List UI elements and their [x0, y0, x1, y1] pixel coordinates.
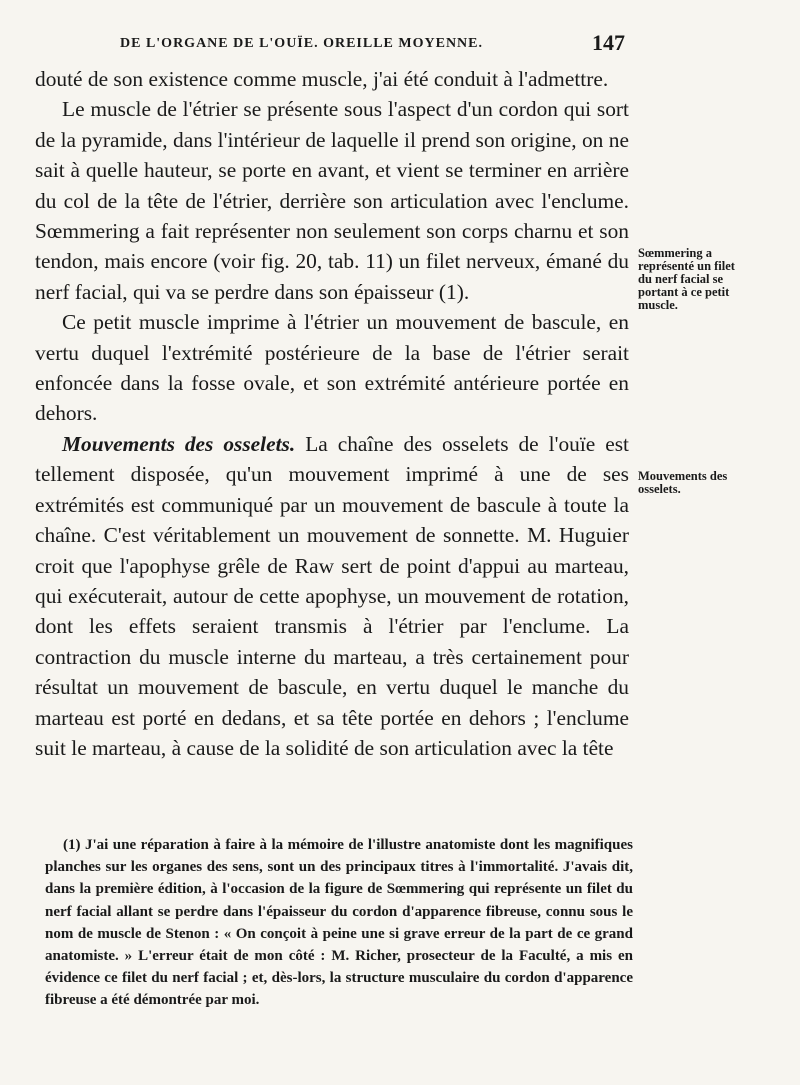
running-title: DE L'ORGANE DE L'OUÏE. OREILLE MOYENNE.: [120, 36, 483, 51]
margin-note-mouvements: Mouvements des osselets.: [638, 469, 728, 496]
section-heading-mouvements: Mouvements des osselets.: [62, 431, 296, 456]
footnote-text: (1) J'ai une réparation à faire à la mémoire de l'illustre anatomiste dont les magnifiques planches sur les organes des sens, sont un des principaux titres à l'immortalité. J'avais dit, dans la première édition, à l'occasion de la figure de Sœmmering qui représente un filet du nerf facial allant se perdre dans l'épaisseur du cordon d'apparence fibreuse, connu sous le nom de muscle de Stenon : « On conçoit à peine une si grave erreur de la part de ce grand anatomiste. » L'erreur était de mon côté : M. Richer, prosecteur de la Faculté, a mis en évidence ce filet du nerf facial ; et, dès-lors, la structure musculaire du cordon d'apparence fibreuse a été démontrée par moi.: [45, 837, 633, 1009]
paragraph-4-text: La chaîne des osselets de l'ouïe est tellement disposée, qu'un mouvement imprimé à une de ses extrémités est communiqué par un mouvement de bascule à toute la chaîne. C'est véritablement un mouvement de sonnette. M. Huguier croit que l'apophyse grêle de Raw sert de point d'appui au marteau, qui exécuterait, autour de cette apophyse, un mouvement de rotation, dont les effets seraient transmis à l'étrier par l'enclume. La contraction du muscle interne du marteau, a très certainement pour résultat un mouvement de bascule, en vertu duquel le manche du marteau est porté en dedans, et sa tête portée en dehors ; l'enclume suit le marteau, à cause de la solidité de son articulation avec la tête: [35, 431, 629, 760]
footnote: [45, 834, 633, 1012]
page-number: 147: [592, 30, 625, 55]
running-header: [120, 30, 625, 56]
paragraph-4: [35, 429, 629, 763]
main-text: [35, 64, 629, 763]
margin-note-soemmering: Sœmmering a représenté un filet du nerf facial se portant à ce petit muscle.: [638, 246, 735, 312]
paragraph-3: Ce petit muscle imprime à l'étrier un mouvement de bascule, en vertu duquel l'extrémité postérieure de la base de l'étrier serait enfoncée dans la fosse ovale, et son extrémité antérieure portée en dehors.: [35, 310, 629, 426]
paragraph-1: douté de son existence comme muscle, j'ai été conduit à l'admettre.: [35, 67, 609, 91]
paragraph-2: Le muscle de l'étrier se présente sous l'aspect d'un cordon qui sort de la pyramide, dans l'intérieur de laquelle il prend son origine, on ne sait à quelle hauteur, se porte en avant, et vient se terminer en arrière du col de la tête de l'étrier, derrière son articulation avec l'enclume. Sœmmering a fait représenter non seulement son corps charnu et son tendon, mais encore (voir fig. 20, tab. 11) un filet nerveux, émané du nerf facial, qui va se perdre dans son épaisseur (1).: [35, 97, 629, 304]
